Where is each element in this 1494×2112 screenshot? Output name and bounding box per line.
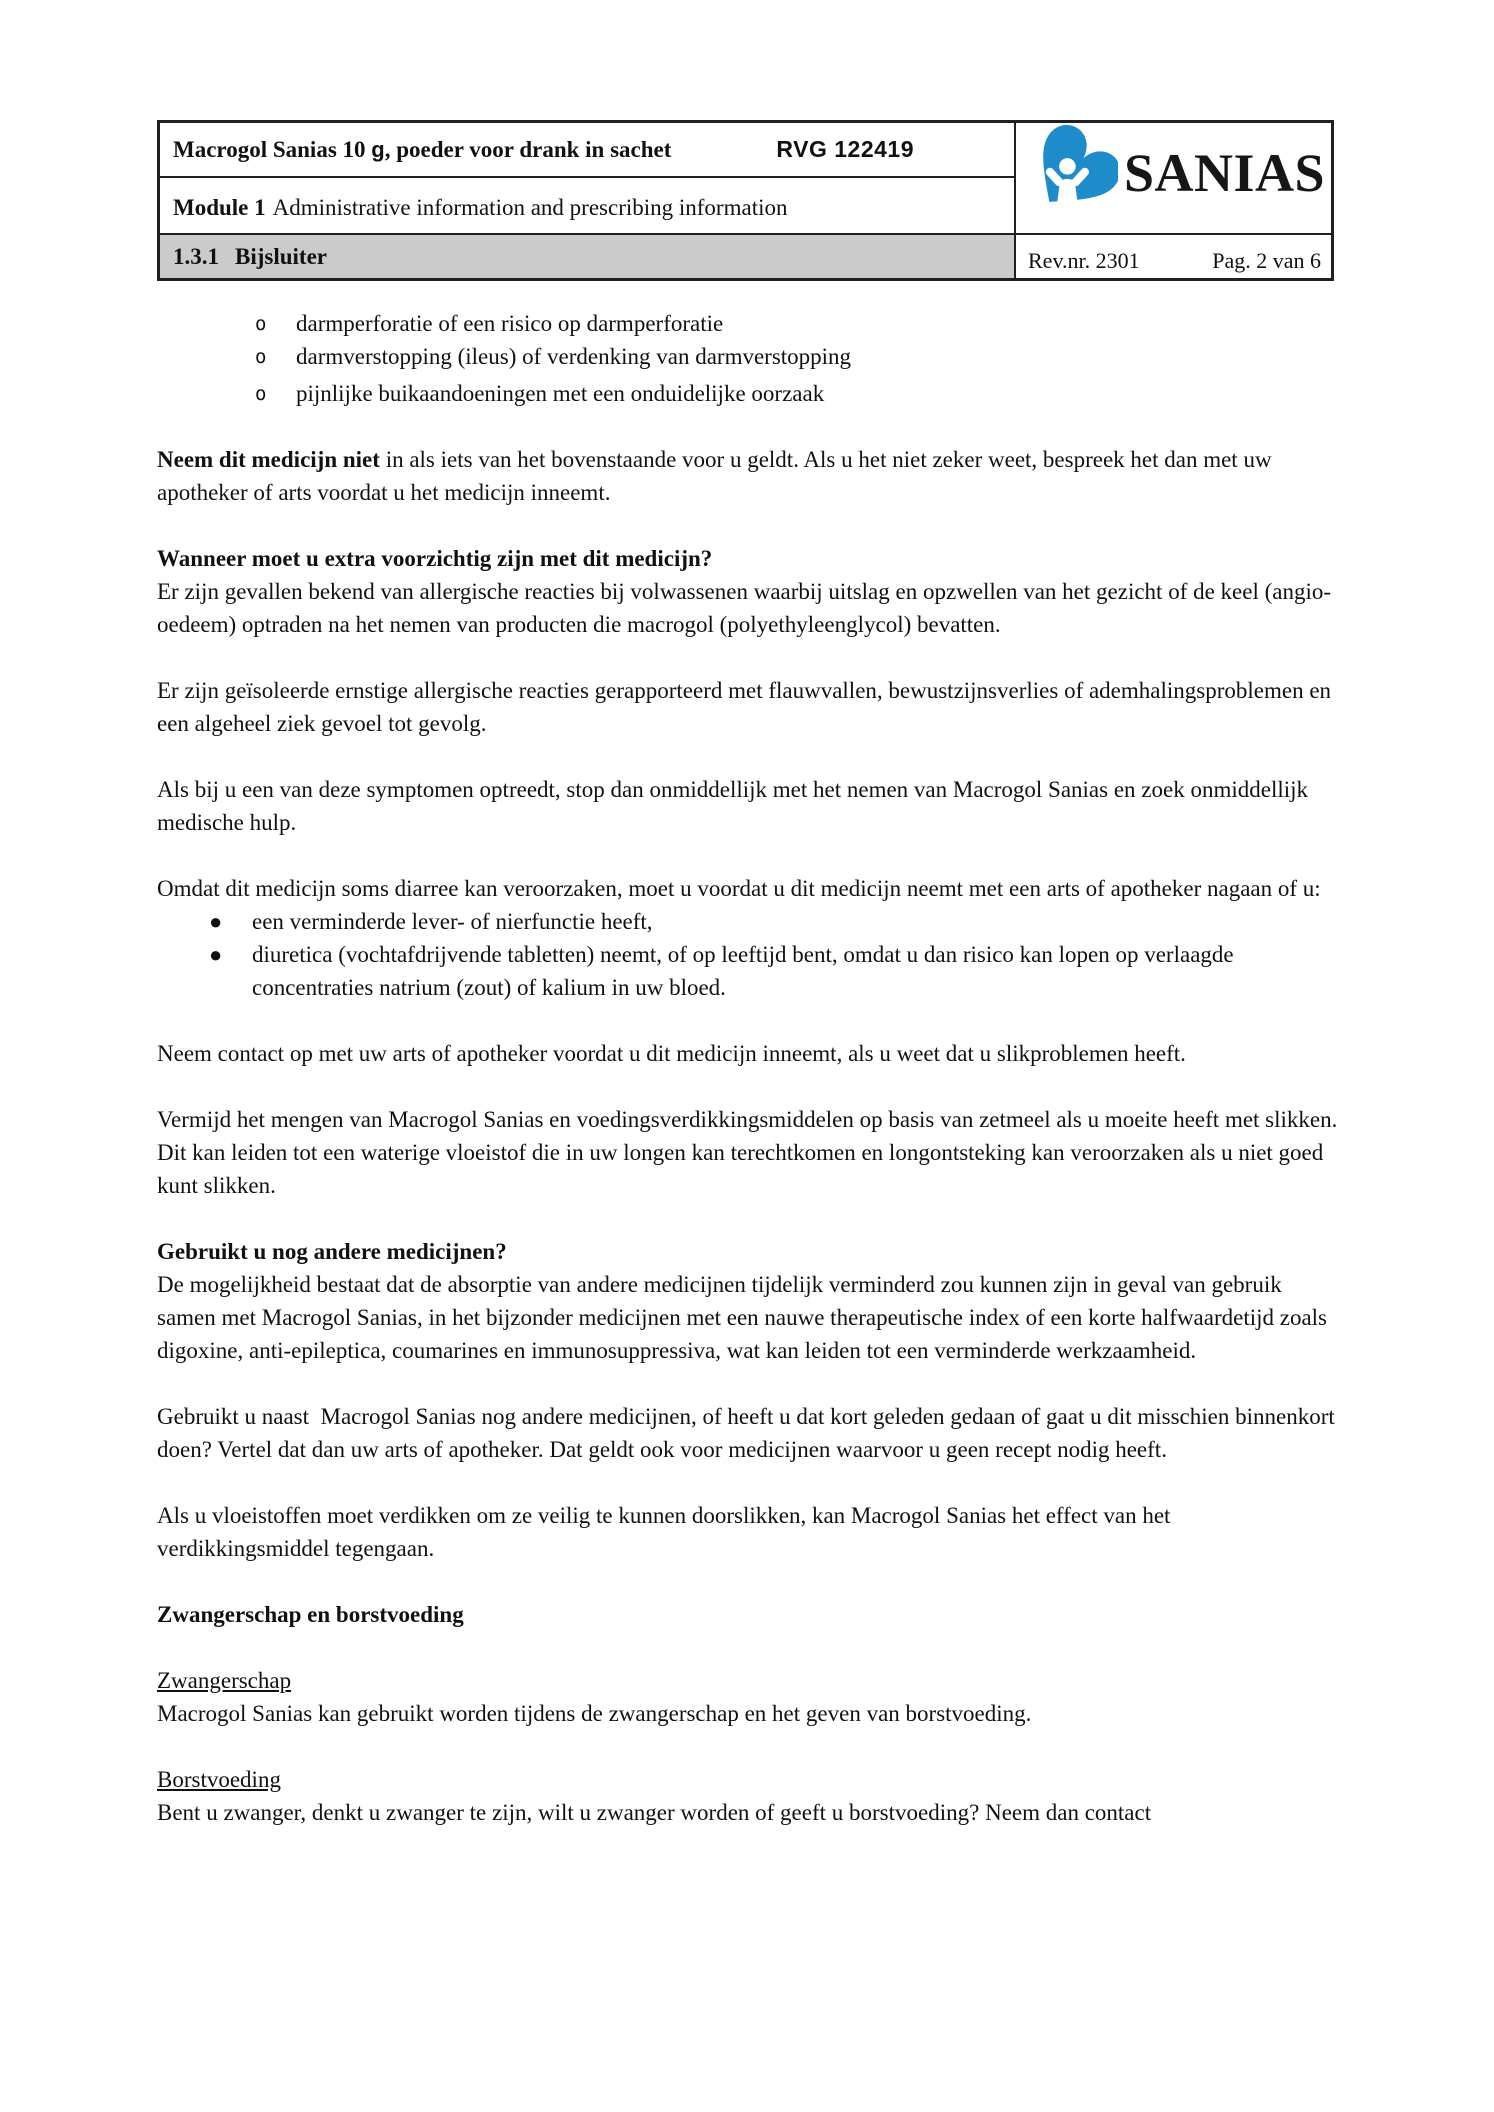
paragraph-neem-niet: Neem dit medicijn niet in als iets van het bovenstaande voor u geldt. Als u het niet zeker weet, bespreek het dan met uw apotheker of arts voordat u het medicijn inneemt.: [157, 447, 1272, 505]
logo-wordmark: SANIAS: [1124, 143, 1326, 203]
disc-bullet-icon: ●: [209, 942, 223, 967]
page-indicator: Pag. 2 van 6: [1212, 247, 1321, 273]
list-item: o darmverstopping (ileus) of verdenking van darmverstopping: [157, 340, 1338, 373]
logo-cell: [1016, 123, 1331, 235]
heading-andere-medicijnen: Gebruikt u nog andere medicijnen?: [157, 1239, 507, 1264]
paragraph-vloeistoffen: Als u vloeistoffen moet verdikken om ze veilig te kunnen doorslikken, kan Macrogol Sanias het effect van het verdikkingsmiddel tegengaan.: [157, 1503, 1171, 1561]
module-label: Module 1: [173, 194, 266, 220]
revision-row: [1016, 235, 1331, 278]
paragraph-slikproblemen: Neem contact op met uw arts of apotheker voordat u dit medicijn inneemt, als u weet dat u slikproblemen heeft.: [157, 1041, 1186, 1066]
list-item: o pijnlijke buikaandoeningen met een onduidelijke oorzaak: [157, 377, 1338, 410]
module-text: Administrative information and prescribing information: [272, 194, 788, 220]
paragraph-zwangerschap: Macrogol Sanias kan gebruikt worden tijdens de zwangerschap en het geven van borstvoeding.: [157, 1701, 1032, 1726]
paragraph-allergie: Er zijn gevallen bekend van allergische reacties bij volwassenen waarbij uitslag en opzwellen van het gezicht of de keel (angio-oedeem) optraden na het nemen van producten die macrogol (polyethyleenglycol) bevatten.: [157, 579, 1332, 637]
leaflet-body: [157, 307, 1341, 1829]
paragraph-diarree: Omdat dit medicijn soms diarree kan veroorzaken, moet u voordat u dit medicijn neemt met een arts of apotheker nagaan of u:: [157, 876, 1321, 901]
paragraph-vermijd: Vermijd het mengen van Macrogol Sanias en voedingsverdikkingsmiddelen op basis van zetmeel als u moeite heeft met slikken. Dit kan leiden tot een waterige vloeistof die in uw longen kan terechtkomen en longontsteking kan veroorzaken als u niet goed kunt slikken.: [157, 1107, 1338, 1198]
disc-bullet-icon: ●: [209, 909, 223, 934]
paragraph-borstvoeding: Bent u zwanger, denkt u zwanger te zijn, wilt u zwanger worden of geeft u borstvoeding? Neem dan contact: [157, 1800, 1152, 1825]
product-title: Macrogol Sanias 10 g, poeder voor drank in sachet: [173, 136, 672, 162]
rvg-number: RVG 122419: [776, 136, 914, 162]
circle-bullet-icon: o: [255, 383, 267, 405]
list-item: ● een verminderde lever- of nierfunctie heeft,: [157, 905, 1338, 938]
list-item: ● diuretica (vochtafdrijvende tabletten) neemt, of op leeftijd bent, omdat u dan risico kan lopen op verlaagde concentraties natrium (zout) of kalium in uw bloed.: [157, 938, 1338, 1004]
paragraph-geisoleerd: Er zijn geïsoleerde ernstige allergische reacties gerapporteerd met flauwvallen, bewustzijnsverlies of ademhalingsproblemen en een algeheel ziek gevoel tot gevolg.: [157, 678, 1332, 736]
subheading-borstvoeding: Borstvoeding: [157, 1767, 281, 1792]
list-item: o darmperforatie of een risico op darmperforatie: [157, 307, 1338, 340]
paragraph-naast: Gebruikt u naast Macrogol Sanias nog andere medicijnen, of heeft u dat kort geleden gedaan of gaat u dit misschien binnenkort doen? Vertel dat dan uw arts of apotheker. Dat geldt ook voor medicijnen waarvoor u geen recept nodig heeft.: [157, 1404, 1341, 1462]
product-title-row: [160, 123, 1016, 178]
circle-bullet-icon: o: [255, 313, 267, 335]
module-row: [160, 178, 1016, 235]
section-bar: [160, 235, 1016, 278]
contraindication-list: [157, 307, 1338, 410]
circle-bullet-icon: o: [255, 346, 267, 368]
section-label: Bijsluiter: [235, 243, 327, 269]
section-number: 1.3.1: [173, 243, 219, 269]
heading-voorzichtig: Wanneer moet u extra voorzichtig zijn met dit medicijn?: [157, 546, 713, 571]
paragraph-absorptie: De mogelijkheid bestaat dat de absorptie van andere medicijnen tijdelijk verminderd zou kunnen zijn in geval van gebruik samen met Macrogol Sanias, in het bijzonder medicijnen met een nauwe therapeutische index of een korte halfwaardetijd zoals digoxine, anti-epileptica, coumarines en immunosuppressiva, wat kan leiden tot een verminderde werkzaamheid.: [157, 1272, 1328, 1363]
diarree-list: [157, 905, 1338, 1004]
header-table: [157, 120, 1334, 281]
heart-logo-icon: [1026, 125, 1118, 222]
heading-zwangerschap-borstvoeding: Zwangerschap en borstvoeding: [157, 1602, 464, 1627]
revision-number: Rev.nr. 2301: [1028, 247, 1140, 273]
paragraph-symptomen: Als bij u een van deze symptomen optreedt, stop dan onmiddellijk met het nemen van Macrogol Sanias en zoek onmiddellijk medische hulp.: [157, 777, 1309, 835]
subheading-zwangerschap: Zwangerschap: [157, 1668, 292, 1693]
